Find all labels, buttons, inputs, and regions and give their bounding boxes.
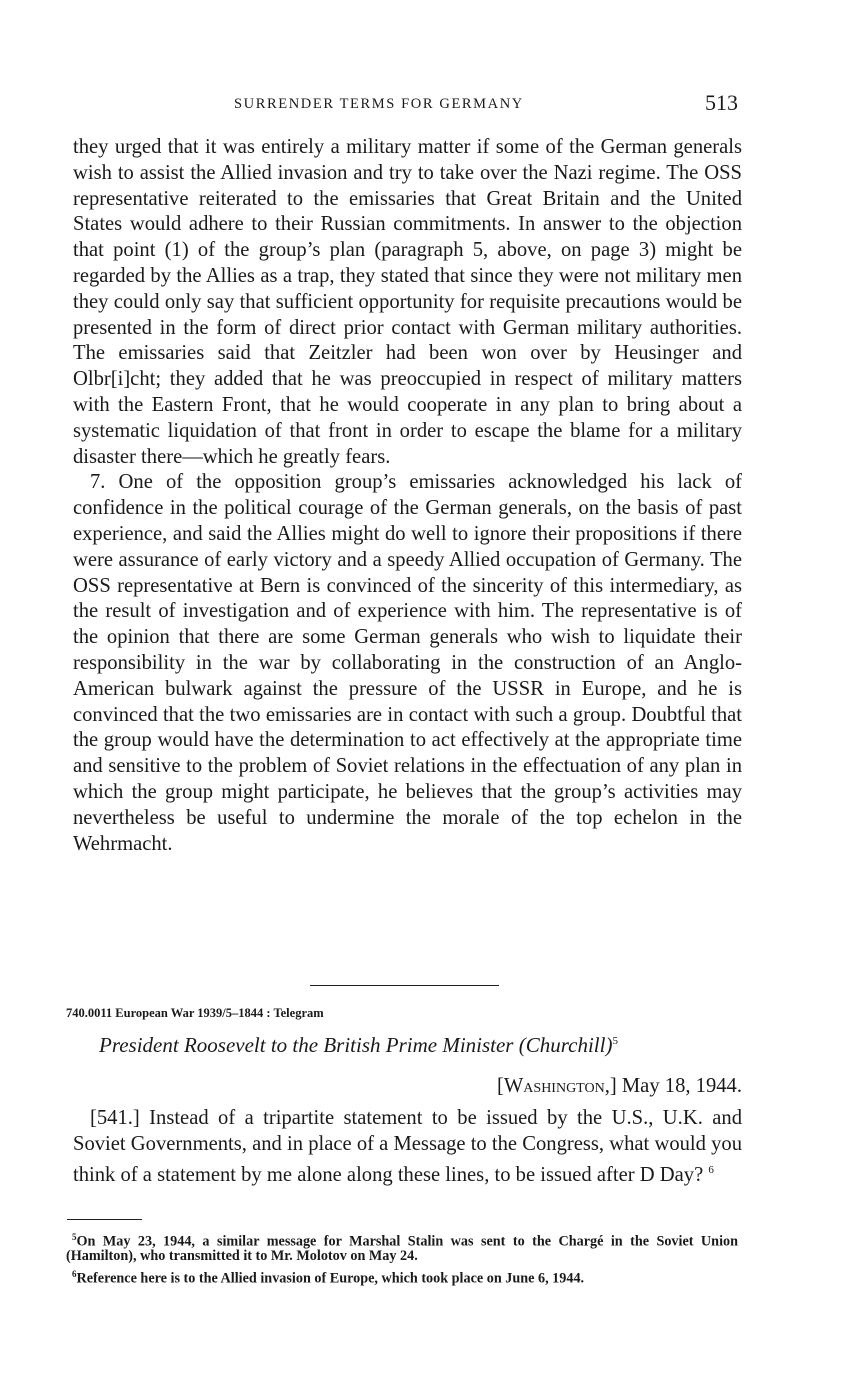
document-heading-text: President Roosevelt to the British Prime Minister (Churchill) bbox=[99, 1033, 613, 1057]
running-head bbox=[0, 92, 853, 118]
heading-footnote-marker: 5 bbox=[612, 1035, 618, 1047]
telegram-text: [541.] Instead of a tripartite statement to be issued by the U.S., U.K. and Soviet Governments, and in place of a Message to the Congress, what would you think of a statement by me alone along these lines, to be issued after D Day? bbox=[73, 1107, 742, 1186]
footnote bbox=[66, 1230, 738, 1264]
file-reference: 740.0011 European War 1939/5–1844 : Telegram bbox=[66, 1006, 324, 1020]
footnote-text: On May 23, 1944, a similar message for Marshal Stalin was sent to the Chargé in the Soviet Union (Hamilton), who transmitted it to Mr. Molotov on May 24. bbox=[66, 1233, 738, 1265]
running-title: SURRENDER TERMS FOR GERMANY bbox=[234, 96, 524, 112]
footnote-marker: 5 bbox=[72, 1232, 77, 1242]
footnote-rule bbox=[67, 1219, 142, 1220]
telegram-paragraph bbox=[73, 1106, 742, 1188]
dateline bbox=[497, 1075, 742, 1098]
paragraph-continued: they urged that it was entirely a military matter if some of the German generals wish to assist the Allied invasion and try to take over the Nazi regime. The OSS representative reiterated to the emissaries that Great Britain and the United States would adhere to their Russian commitments. In answer to the objection that point (1) of the group’s plan (paragraph 5, above, on page 3) might be regarded by the Allies as a trap, they stated that since they were not military men they could only say that sufficient opportunity for requisite precautions would be presented in the form of direct prior contact with German military authorities. The emissaries said that Zeitzler had been won over by Heusinger and Olbr[i]cht; they added that he was preoccupied in respect of military matters with the Eastern Front, that he would cooperate in any plan to bring about a systematic liquidation of that front in order to escape the blame for a military disaster there—which he greatly fears. bbox=[73, 136, 742, 468]
document-heading bbox=[99, 1033, 618, 1058]
footnote-text: Reference here is to the Allied invasion of Europe, which took place on June 6, 1944. bbox=[76, 1270, 585, 1287]
page-number: 513 bbox=[705, 90, 738, 115]
body-text bbox=[73, 135, 742, 857]
dateline-date: May 18, 1944. bbox=[621, 1075, 742, 1097]
paragraph-7: 7. One of the opposition group’s emissaries acknowledged his lack of confidence in the political courage of the German generals, on the basis of past experience, and said the Allies might do well to ignore their propositions if there were assurance of early victory and a speedy Allied occupation of Germany. The OSS representative at Bern is convinced of the sincerity of this intermediary, as the result of investigation and of experience with him. The representative is of the opinion that there are some German generals who wish to liquidate their responsibility in the war by collaborating in the construction of an Anglo-American bulwark against the pressure of the USSR in Europe, and he is convinced that the two emissaries are in contact with such a group. Doubtful that the group would have the determination to act effectively at the appropriate time and sensitive to the problem of Soviet relations in the effectuation of any plan in which the group might participate, he believes that the group’s activities may nevertheless be useful to undermine the morale of the top echelon in the Wehrmacht. bbox=[73, 471, 742, 855]
telegram-body bbox=[73, 1106, 742, 1188]
dateline-city: [Washington,] bbox=[497, 1075, 617, 1097]
footnote bbox=[66, 1267, 738, 1286]
telegram-footnote-marker: 6 bbox=[708, 1163, 714, 1176]
section-divider bbox=[310, 985, 499, 986]
footnote-marker: 6 bbox=[72, 1268, 77, 1279]
footnotes bbox=[66, 1230, 738, 1289]
